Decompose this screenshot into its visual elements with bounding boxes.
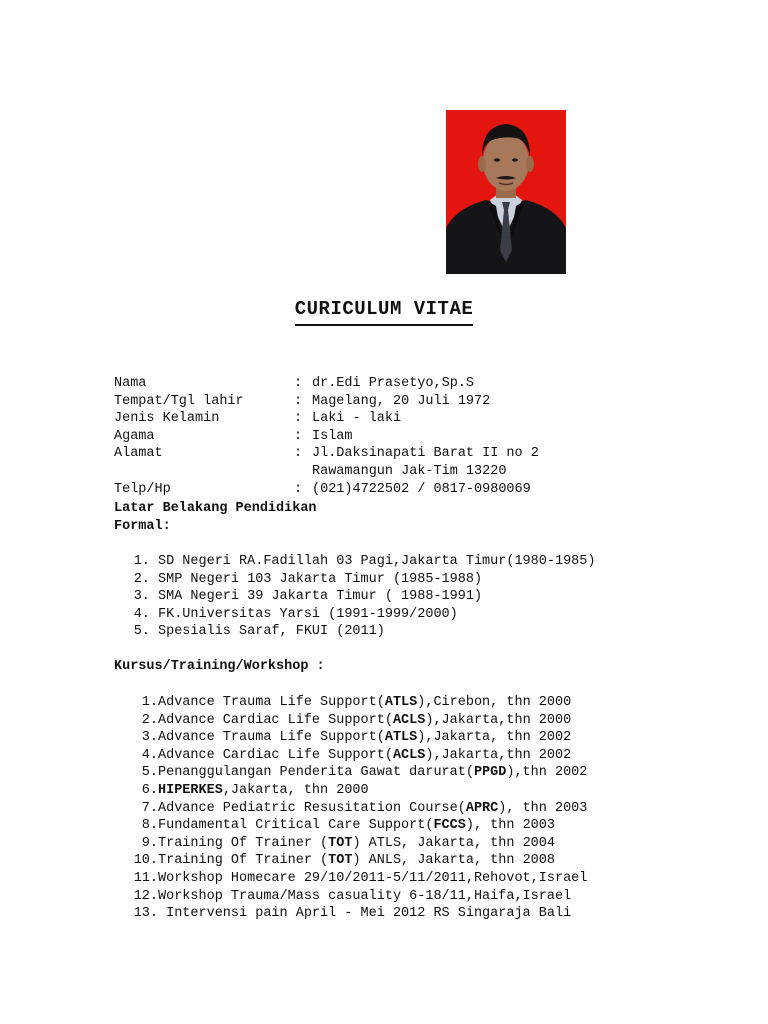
list-item: 5.Penanggulangan Penderita Gawat darurat(PPGD),thn 2002 [141, 765, 588, 781]
cv-title: CURICULUM VITAE [0, 298, 768, 320]
list-item: 3.Advance Trauma Life Support(ATLS),Jakarta, thn 2002 [141, 730, 572, 746]
info-row-agama: Agama : Islam [114, 428, 353, 444]
list-item: 6.HIPERKES,Jakarta, thn 2000 [141, 782, 369, 798]
list-item: 4. FK.Universitas Yarsi (1991-1999/2000) [133, 606, 458, 622]
info-row-telp: Telp/Hp : (021)4722502 / 0817-0980069 [114, 481, 531, 497]
list-item: 12.Workshop Trauma/Mass casuality 6-18/11,Haifa,Israel [133, 888, 572, 904]
list-item: 7.Advance Pediatric Resusitation Course(APRC), thn 2003 [141, 800, 588, 816]
list-item: 11.Workshop Homecare 29/10/2011-5/11/2011,Rehovot,Israel [133, 870, 588, 886]
list-item: 13. Intervensi pain April - Mei 2012 RS Singaraja Bali [133, 906, 572, 922]
list-item: 5. Spesialis Saraf, FKUI (2011) [133, 624, 385, 640]
list-item: 2. SMP Negeri 103 Jakarta Timur (1985-1988) [133, 571, 483, 587]
list-item: 10.Training Of Trainer (TOT) ANLS, Jakarta, thn 2008 [133, 853, 555, 869]
education-list [114, 554, 595, 642]
education-subheading: Formal: [114, 519, 171, 534]
info-row-alamat-cont: Rawamangun Jak-Tim 13220 [312, 463, 507, 479]
personal-info [114, 361, 539, 497]
list-item: 1.Advance Trauma Life Support(ATLS),Cirebon, thn 2000 [141, 695, 572, 710]
info-row-ttl: Tempat/Tgl lahir : Magelang, 20 Juli 1972 [114, 393, 491, 409]
info-row-jenis-kelamin: Jenis Kelamin : Laki - laki [114, 411, 402, 427]
list-item: 4.Advance Cardiac Life Support(ACLS),Jakarta,thn 2002 [141, 747, 572, 763]
list-item: 1. SD Negeri RA.Fadillah 03 Pagi,Jakarta Timur(1980-1985) [133, 554, 596, 569]
person-portrait-icon [446, 110, 566, 274]
list-item: 8.Fundamental Critical Care Support(FCCS), thn 2003 [141, 818, 555, 834]
training-heading: Kursus/Training/Workshop : [114, 659, 325, 674]
training-list [114, 695, 587, 924]
list-item: 9.Training Of Trainer (TOT) ATLS, Jakarta, thn 2004 [141, 835, 555, 851]
info-row-nama: Nama : dr.Edi Prasetyo,Sp.S [114, 376, 475, 391]
list-item: 2.Advance Cardiac Life Support(ACLS),Jakarta,thn 2000 [141, 712, 572, 728]
list-item: 3. SMA Negeri 39 Jakarta Timur ( 1988-1991) [133, 589, 483, 605]
portrait-photo [446, 110, 566, 274]
education-heading: Latar Belakang Pendidikan [114, 501, 317, 516]
info-row-alamat: Alamat : Jl.Daksinapati Barat II no 2 [114, 446, 539, 462]
